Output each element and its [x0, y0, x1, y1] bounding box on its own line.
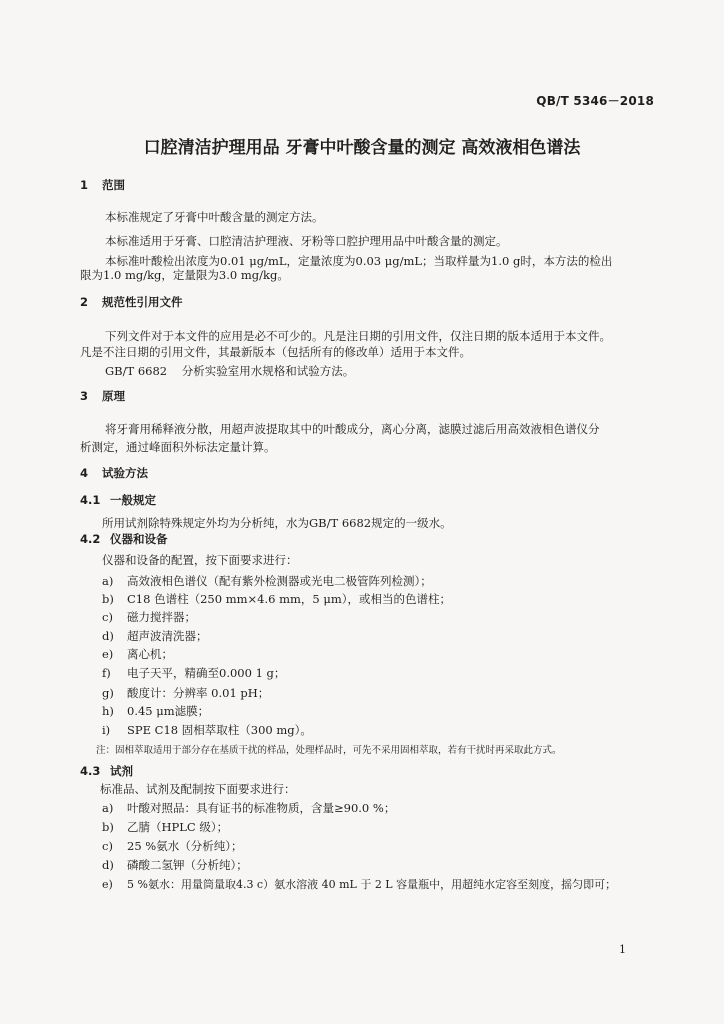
list-text: 酸度计：分辨率 0.01 pH； — [127, 686, 270, 700]
reference-title: 分析实验室用水规格和试验方法。 — [181, 364, 355, 378]
list-text: 磁力搅拌器； — [127, 610, 196, 624]
list-text: SPE C18 固相萃取柱（300 mg）。 — [127, 723, 312, 737]
section-title: 规范性引用文件 — [102, 295, 183, 309]
list-text: 磷酸二氢钾（分析纯）； — [127, 858, 248, 872]
section-1-para-1: 本标准规定了牙膏中叶酸含量的测定方法。 — [105, 210, 324, 224]
list-marker: e) — [102, 878, 113, 891]
list-marker: h) — [102, 704, 114, 718]
list-text: 5 %氨水：用量筒量取4.3 c）氨水溶液 40 mL 于 2 L 容量瓶中，用超纯水定容至刻度，摇匀即可； — [127, 878, 617, 891]
section-2-para-1-cont: 凡是不注日期的引用文件，其最新版本（包括所有的修改单）适用于本文件。 — [80, 345, 471, 359]
list-marker: a) — [102, 801, 114, 815]
section-number: 2 — [80, 295, 89, 309]
section-4-3-intro: 标准品、试剂及配制按下面要求进行： — [100, 782, 296, 796]
list-item — [102, 666, 285, 680]
section-3-para-1: 将牙膏用稀释液分散，用超声波提取其中的叶酸成分，离心分离，滤膜过滤后用高效液相色谱仪分 — [105, 422, 600, 436]
section-1-heading — [80, 178, 125, 192]
list-marker: c) — [102, 839, 113, 853]
list-text: 离心机； — [127, 647, 173, 661]
list-text: 0.45 μm滤膜； — [127, 704, 210, 718]
list-item — [102, 704, 209, 718]
reference-code: GB/T 6682 — [105, 364, 168, 378]
section-number: 4.1 — [80, 493, 101, 507]
normative-reference — [105, 364, 354, 378]
list-item — [102, 574, 432, 588]
list-item — [102, 610, 196, 624]
list-marker: f) — [102, 666, 111, 680]
list-item — [102, 820, 228, 834]
list-item — [102, 686, 269, 700]
section-1-para-3-cont: 限为1.0 mg/kg，定量限为3.0 mg/kg。 — [80, 268, 289, 282]
list-item — [102, 839, 242, 853]
section-4-1-heading — [80, 493, 156, 507]
section-number: 3 — [80, 389, 89, 403]
section-title: 一般规定 — [110, 493, 156, 507]
section-1-para-2: 本标准适用于牙膏、口腔清洁护理液、牙粉等口腔护理用品中叶酸含量的测定。 — [105, 234, 508, 248]
list-text: 高效液相色谱仪（配有紫外检测器或光电二极管阵列检测）； — [127, 574, 432, 588]
section-4-heading — [80, 466, 148, 480]
list-item — [102, 801, 395, 815]
list-text: 乙腈（HPLC 级）； — [127, 820, 229, 834]
note: 注：固相萃取适用于部分存在基质干扰的样品，处理样品时，可先不采用固相萃取，若有干扰时再采取此方式。 — [96, 745, 562, 756]
list-text: 超声波清洗器； — [127, 629, 208, 643]
section-title: 试验方法 — [102, 466, 148, 480]
list-marker: i) — [102, 723, 111, 737]
section-title: 范围 — [102, 178, 125, 192]
section-title: 试剂 — [110, 764, 133, 778]
list-item — [102, 723, 312, 737]
section-3-para-1-cont: 析测定，通过峰面积外标法定量计算。 — [80, 440, 276, 454]
section-4-3-heading — [80, 764, 133, 778]
section-title: 仪器和设备 — [110, 532, 168, 546]
section-number: 4.2 — [80, 532, 101, 546]
section-number: 4 — [80, 466, 89, 480]
list-marker: c) — [102, 610, 113, 624]
list-marker: g) — [102, 686, 114, 700]
section-4-1-para: 所用试剂除特殊规定外均为分析纯，水为GB/T 6682规定的一级水。 — [102, 516, 452, 530]
standard-code: QB/T 5346－2018 — [536, 94, 654, 108]
section-title: 原理 — [102, 389, 125, 403]
list-text: 叶酸对照品：具有证书的标准物质，含量≥90.0 %； — [127, 801, 396, 815]
list-text: 25 %氨水（分析纯）； — [127, 839, 243, 853]
section-number: 1 — [80, 178, 89, 192]
page-number: 1 — [619, 943, 626, 956]
list-marker: e) — [102, 647, 114, 661]
section-1-para-3: 本标准叶酸检出浓度为0.01 μg/mL，定量浓度为0.03 μg/mL；当取样量为1.0 g时，本方法的检出 — [105, 254, 613, 268]
list-text: C18 色谱柱（250 mm×4.6 mm，5 μm），或相当的色谱柱； — [127, 592, 451, 606]
section-3-heading — [80, 389, 125, 403]
list-item — [102, 858, 248, 872]
list-marker: d) — [102, 629, 114, 643]
section-4-2-heading — [80, 532, 168, 546]
section-2-heading — [80, 295, 183, 309]
list-item — [102, 629, 208, 643]
list-marker: b) — [102, 592, 114, 606]
list-item — [102, 878, 616, 892]
document-title: 口腔清洁护理用品 牙膏中叶酸含量的测定 高效液相色谱法 — [143, 138, 581, 158]
list-item — [102, 647, 173, 661]
section-4-2-intro: 仪器和设备的配置，按下面要求进行： — [102, 553, 298, 567]
list-marker: d) — [102, 858, 114, 872]
section-2-para-1: 下列文件对于本文件的应用是必不可少的。凡是注日期的引用文件，仅注日期的版本适用于本文件。 — [105, 329, 611, 343]
list-text: 电子天平，精确至0.000 1 g； — [127, 666, 286, 680]
section-number: 4.3 — [80, 764, 101, 778]
list-marker: b) — [102, 820, 114, 834]
list-marker: a) — [102, 574, 114, 588]
list-item — [102, 592, 451, 606]
